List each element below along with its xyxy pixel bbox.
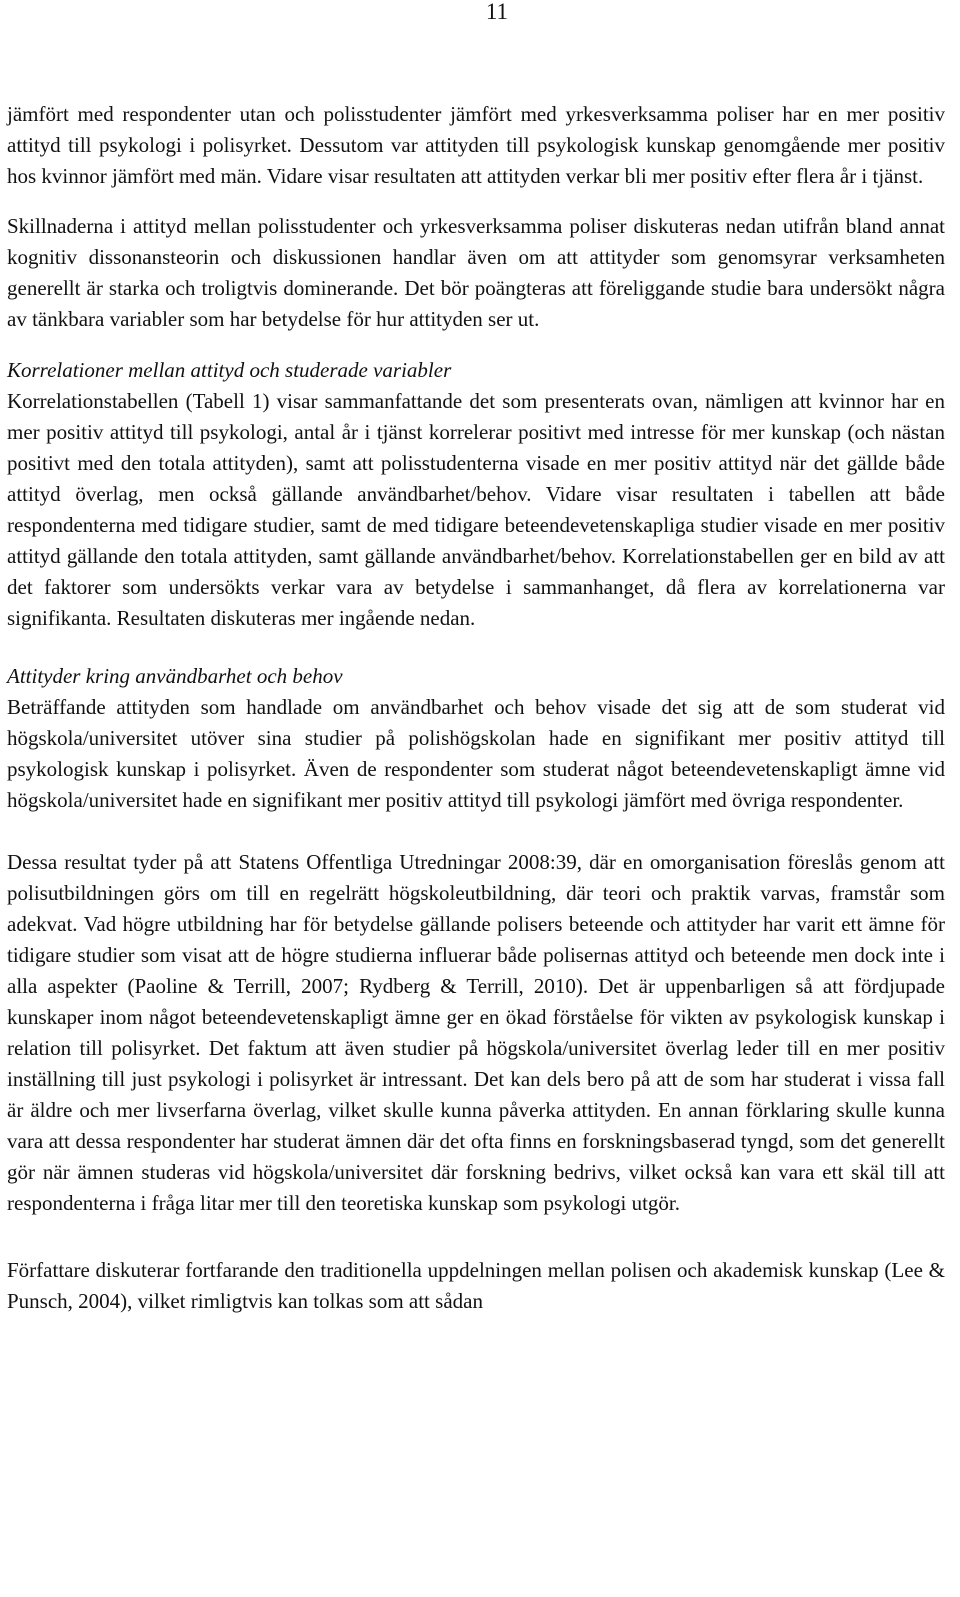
document-body	[7, 99, 945, 1317]
paragraph-usability-need: Beträffande attityden som handlade om användbarhet och behov visade det sig att de som studerat vid högskola/universitet utöver sina studier på polishögskolan hade en signifikant mer positiv attityd till psykologisk kunskap i polisyrket. Även de respondenter som studerat något beteendevetenskapligt ämne vid högskola/universitet hade en signifikant mer positiv attityd till psykologi jämfört med övriga respondenter.	[7, 695, 945, 812]
paragraph-attitude-differences: Skillnaderna i attityd mellan polisstudenter och yrkesverksamma poliser diskuteras nedan utifrån bland annat kognitiv dissonansteorin och diskussionen handlar även om att attityder som genomsyrar verksamheten generellt är starka och troligtvis dominerande. Det bör poängteras att föreliggande studie bara undersökt några av tänkbara variabler som har betydelse för hur attityden ser ut.	[7, 214, 945, 331]
paragraph-traditional-divide: Författare diskuterar fortfarande den traditionella uppdelningen mellan polisen och akademisk kunskap (Lee & Punsch, 2004), vilket rimligtvis kan tolkas som att sådan	[7, 1258, 945, 1313]
page-number: 11	[485, 0, 508, 24]
paragraph-higher-education: Dessa resultat tyder på att Statens Offentliga Utredningar 2008:39, där en omorganisation föreslås genom att polisutbildningen görs om till en regelrätt högskoleutbildning, där teori och praktik varvas, framstår som adekvat. Vad högre utbildning har för betydelse gällande polisers beteende och attityder har varit ett ämne för tidigare studier som visat att de högre studierna influerar både polisernas attityd och beteende men dock inte i alla aspekter (Paoline & Terrill, 2007; Rydberg & Terrill, 2010). Det är uppenbarligen så att fördjupade kunskaper inom något beteendevetenskapligt ämne ger en ökad förståelse för vikten av psykologisk kunskap i relation till polisyrket. Det faktum att även studier på högskola/universitet överlag leder till en mer positiv inställning till just psykologi i polisyrket är intressant. Det kan dels bero på att de som har studerat i vissa fall är äldre och mer livserfarna överlag, vilket skulle kunna påverka attityden. En annan förklaring skulle kunna vara att dessa respondenter har studerat ämnen där det ofta finns en forskningsbaserad tyngd, som det generellt gör när ämnen studeras vid högskola/universitet där forskning bedrivs, vilket också kan vara ett skäl till att respondenterna i fråga litar mer till den teoretiska kunskap som psykologi utgör.	[7, 850, 945, 1215]
paragraph-intro-results: jämfört med respondenter utan och polisstudenter jämfört med yrkesverksamma poliser har en mer positiv attityd till psykologi i polisyrket. Dessutom var attityden till psykologisk kunskap genomgående mer positiv hos kvinnor jämfört med män. Vidare visar resultaten att attityden verkar bli mer positiv efter flera år i tjänst.	[7, 102, 945, 188]
paragraph-correlation-table: Korrelationstabellen (Tabell 1) visar sammanfattande det som presenterats ovan, nämligen att kvinnor har en mer positiv attityd till psykologi, antal år i tjänst korrelerar positivt med intresse för mer kunskap (och nästan positivt med den totala attityden), samt att polisstudenterna visade en mer positiv attityd när det gällde både attityd överlag, men också gällande användbarhet/behov. Vidare visar resultaten i tabellen att både respondenterna med tidigare studier, samt de med tidigare beteendevetenskapliga studier visade en mer positiv attityd gällande den totala attityden, samt gällande användbarhet/behov. Korrelationstabellen ger en bild av att det faktorer som undersökts verkar vara av betydelse i sammanhanget, då flera av korrelationerna var signifikanta. Resultaten diskuteras mer ingående nedan.	[7, 389, 945, 630]
section-heading-correlations: Korrelationer mellan attityd och studerade variabler	[7, 358, 452, 382]
section-heading-usability-need: Attityder kring användbarhet och behov	[7, 664, 343, 688]
